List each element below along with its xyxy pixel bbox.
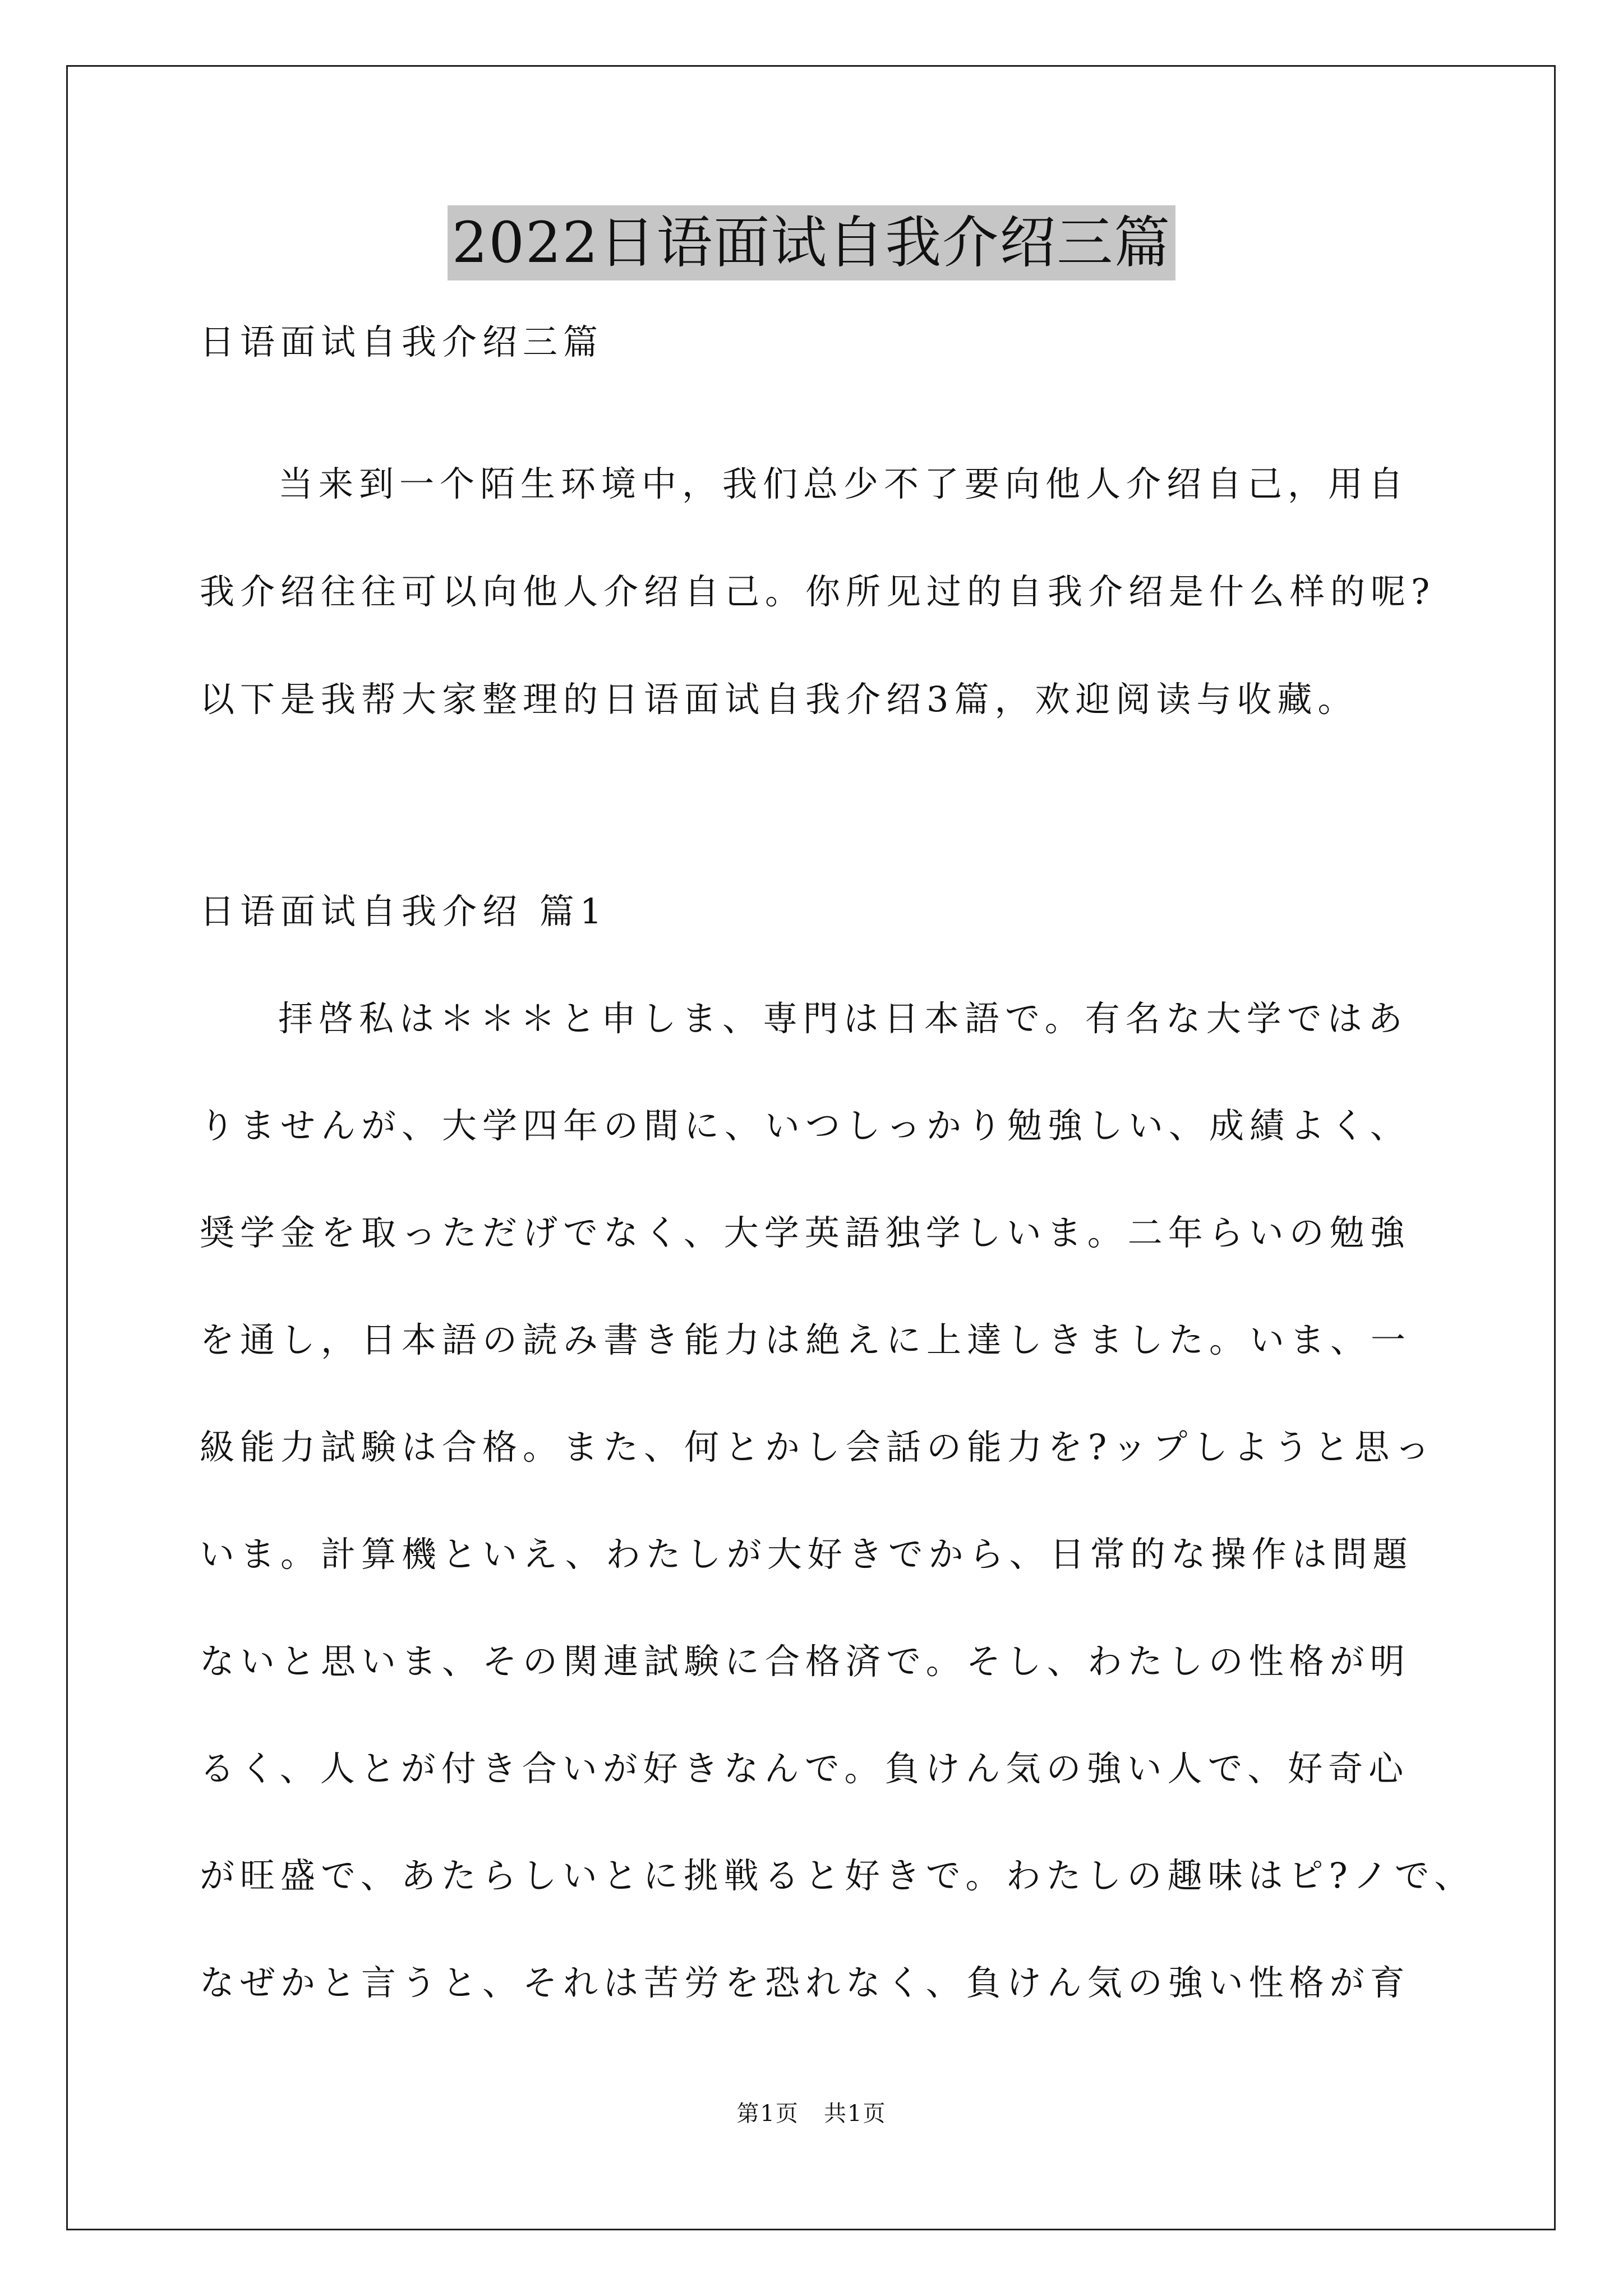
body-line: いま。計算機といえ、わたしが大好きでから、日常的な操作は問題 xyxy=(200,1534,1413,1575)
section-heading: 日语面试自我介绍 篇1 xyxy=(200,891,608,932)
body-line: 拝啓私は＊＊＊と申しま、専門は日本語で。有名な大学ではあ xyxy=(278,998,1408,1039)
intro-line: 我介绍往往可以向他人介绍自己。你所见过的自我介绍是什么样的呢? xyxy=(200,571,1436,612)
document-title: 2022日语面试自我介绍三篇 xyxy=(448,205,1176,280)
body-line: 奨学金を取っただげでなく、大学英語独学しいま。二年らいの勉強 xyxy=(200,1212,1410,1253)
body-line: ないと思いま、その関連試験に合格済で。そし、わたしの性格が明 xyxy=(200,1641,1410,1682)
body-line: 級能力試験は合格。また、何とかし会話の能力を?ップしようと思っ xyxy=(200,1427,1436,1467)
body-line: るく、人とが付き合いが好きなんで。負けん気の強い人で、好奇心 xyxy=(200,1748,1409,1789)
intro-line: 当来到一个陌生环境中，我们总少不了要向他人介绍自己，用自 xyxy=(278,463,1409,504)
intro-line: 以下是我帮大家整理的日语面试自我介绍3篇，欢迎阅读与收藏。 xyxy=(200,679,1358,720)
document-subtitle: 日语面试自我介绍三篇 xyxy=(200,321,604,362)
title-wrapper xyxy=(0,205,1623,280)
body-line: なぜかと言うと、それは苦労を恐れなく、負けん気の強い性格が育 xyxy=(200,1962,1410,2003)
body-line: を通し，日本語の読み書き能力は絶えに上達しきました。いま、一 xyxy=(200,1319,1412,1360)
body-line: が旺盛で、あたらしいとに挑戦ると好きで。わたしの趣味はピ?ノで、 xyxy=(200,1855,1475,1896)
page-number-footer: 第1页 共1页 xyxy=(736,2101,887,2127)
body-line: りませんが、大学四年の間に、いつしっかり勉強しい、成績よく、 xyxy=(200,1105,1410,1146)
